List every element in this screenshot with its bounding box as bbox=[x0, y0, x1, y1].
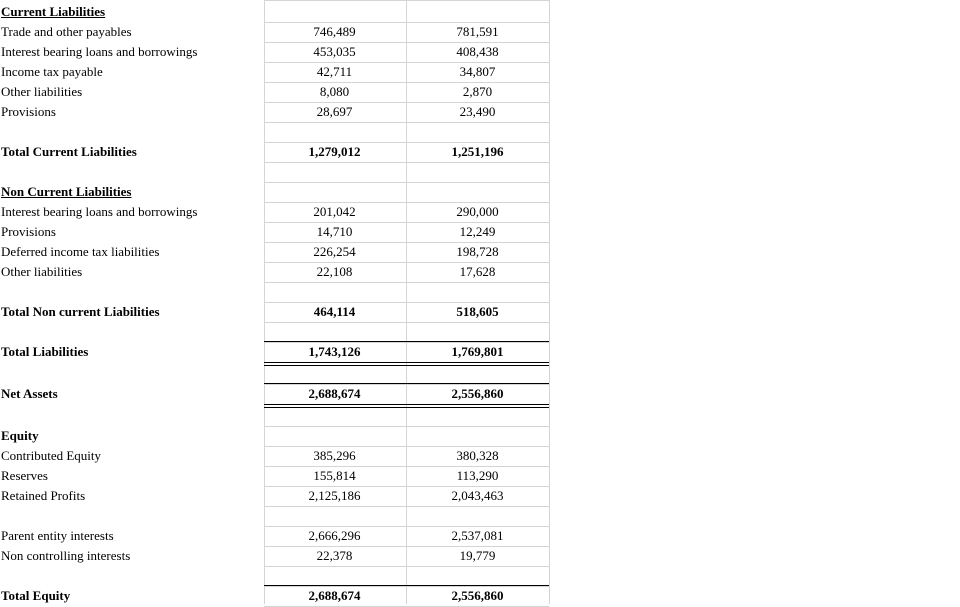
prior-year-value: 1,251,196 bbox=[451, 144, 504, 159]
current-year-value: 453,035 bbox=[313, 44, 356, 59]
current-year-value: 385,296 bbox=[313, 448, 356, 463]
row-border bbox=[264, 182, 549, 183]
current-year-value: 2,666,296 bbox=[308, 528, 361, 543]
prior-year-value: 2,556,860 bbox=[451, 588, 504, 603]
current-year-value: 746,489 bbox=[313, 24, 356, 39]
net-assets-double-rule bbox=[264, 407, 549, 408]
net-assets-double-rule bbox=[264, 404, 549, 405]
prior-year-value: 34,807 bbox=[459, 64, 496, 79]
row-label-provisions: Provisions bbox=[1, 224, 56, 239]
row-label-provisions: Provisions bbox=[1, 104, 56, 119]
row-label-other-liabilities: Other liabilities bbox=[1, 84, 83, 99]
current-year-value: 8,080 bbox=[319, 84, 350, 99]
column-border bbox=[549, 0, 550, 604]
blank-row bbox=[1, 162, 263, 182]
current-year-value: 2,688,674 bbox=[308, 386, 361, 401]
row-border bbox=[264, 506, 549, 507]
current-year-value: 1,279,012 bbox=[308, 144, 361, 159]
prior-year-value: 19,779 bbox=[459, 548, 496, 563]
row-border bbox=[264, 282, 549, 283]
blank-row bbox=[1, 506, 263, 526]
row-label-interest-bearing-loans-and-borrowings: Interest bearing loans and borrowings bbox=[1, 44, 198, 59]
prior-year-value: 2,870 bbox=[462, 84, 493, 99]
current-year-value: 2,688,674 bbox=[308, 588, 361, 603]
current-year-value: 28,697 bbox=[316, 104, 353, 119]
row-label-parent-entity-interests: Parent entity interests bbox=[1, 528, 114, 543]
row-label-contributed-equity: Contributed Equity bbox=[1, 448, 102, 463]
current-year-value: 22,108 bbox=[316, 264, 353, 279]
current-year-value: 226,254 bbox=[313, 244, 356, 259]
current-year-value: 464,114 bbox=[313, 304, 356, 319]
prior-year-value: 408,438 bbox=[456, 44, 499, 59]
row-border bbox=[264, 566, 549, 567]
row-label-non-current-liabilities: Non Current Liabilities bbox=[1, 184, 132, 199]
row-label-retained-profits: Retained Profits bbox=[1, 488, 86, 503]
prior-year-value: 290,000 bbox=[456, 204, 499, 219]
row-label-other-liabilities: Other liabilities bbox=[1, 264, 83, 279]
row-label-current-liabilities: Current Liabilities bbox=[1, 4, 106, 19]
prior-year-value: 2,537,081 bbox=[451, 528, 504, 543]
row-border bbox=[264, 426, 549, 427]
prior-year-value: 198,728 bbox=[456, 244, 499, 259]
prior-year-value: 23,490 bbox=[459, 104, 496, 119]
current-year-value: 1,743,126 bbox=[308, 344, 361, 359]
prior-year-value: 2,556,860 bbox=[451, 386, 504, 401]
prior-year-value: 1,769,801 bbox=[451, 344, 504, 359]
current-year-value: 14,710 bbox=[316, 224, 353, 239]
blank-row bbox=[1, 282, 263, 302]
row-label-income-tax-payable: Income tax payable bbox=[1, 64, 103, 79]
current-year-value: 22,378 bbox=[316, 548, 353, 563]
row-label-total-equity: Total Equity bbox=[1, 588, 71, 603]
blank-row bbox=[1, 322, 263, 342]
prior-year-value: 2,043,463 bbox=[451, 488, 504, 503]
row-border bbox=[264, 322, 549, 323]
prior-year-value: 380,328 bbox=[456, 448, 499, 463]
row-label-net-assets: Net Assets bbox=[1, 386, 58, 401]
row-label-total-liabilities: Total Liabilities bbox=[1, 344, 89, 359]
row-label-non-controlling-interests: Non controlling interests bbox=[1, 548, 131, 563]
prior-year-value: 17,628 bbox=[459, 264, 496, 279]
total-equity-top-rule bbox=[264, 585, 549, 586]
total-liabilities-top-rule bbox=[264, 341, 549, 342]
prior-year-value: 12,249 bbox=[459, 224, 496, 239]
row-label-total-non-current-liabilities: Total Non current Liabilities bbox=[1, 304, 160, 319]
row-border bbox=[264, 162, 549, 163]
row-label-deferred-income-tax-liabilities: Deferred income tax liabilities bbox=[1, 244, 160, 259]
prior-year-value: 781,591 bbox=[456, 24, 499, 39]
blank-row bbox=[1, 566, 263, 586]
row-label-equity: Equity bbox=[1, 428, 39, 443]
current-year-value: 201,042 bbox=[313, 204, 356, 219]
net-assets-top-rule bbox=[264, 383, 549, 384]
blank-row bbox=[1, 364, 263, 384]
row-label-trade-and-other-payables: Trade and other payables bbox=[1, 24, 132, 39]
total-liabilities-double-rule bbox=[264, 365, 549, 366]
current-year-value: 155,814 bbox=[313, 468, 356, 483]
row-label-interest-bearing-loans-and-borrowings: Interest bearing loans and borrowings bbox=[1, 204, 198, 219]
blank-row bbox=[1, 122, 263, 142]
row-border bbox=[264, 0, 549, 1]
prior-year-value: 113,290 bbox=[456, 468, 499, 483]
prior-year-value: 518,605 bbox=[456, 304, 499, 319]
blank-row bbox=[1, 406, 263, 426]
row-label-total-current-liabilities: Total Current Liabilities bbox=[1, 144, 137, 159]
total-liabilities-double-rule bbox=[264, 362, 549, 363]
current-year-value: 42,711 bbox=[316, 64, 353, 79]
row-label-reserves: Reserves bbox=[1, 468, 48, 483]
row-border bbox=[264, 122, 549, 123]
current-year-value: 2,125,186 bbox=[308, 488, 361, 503]
